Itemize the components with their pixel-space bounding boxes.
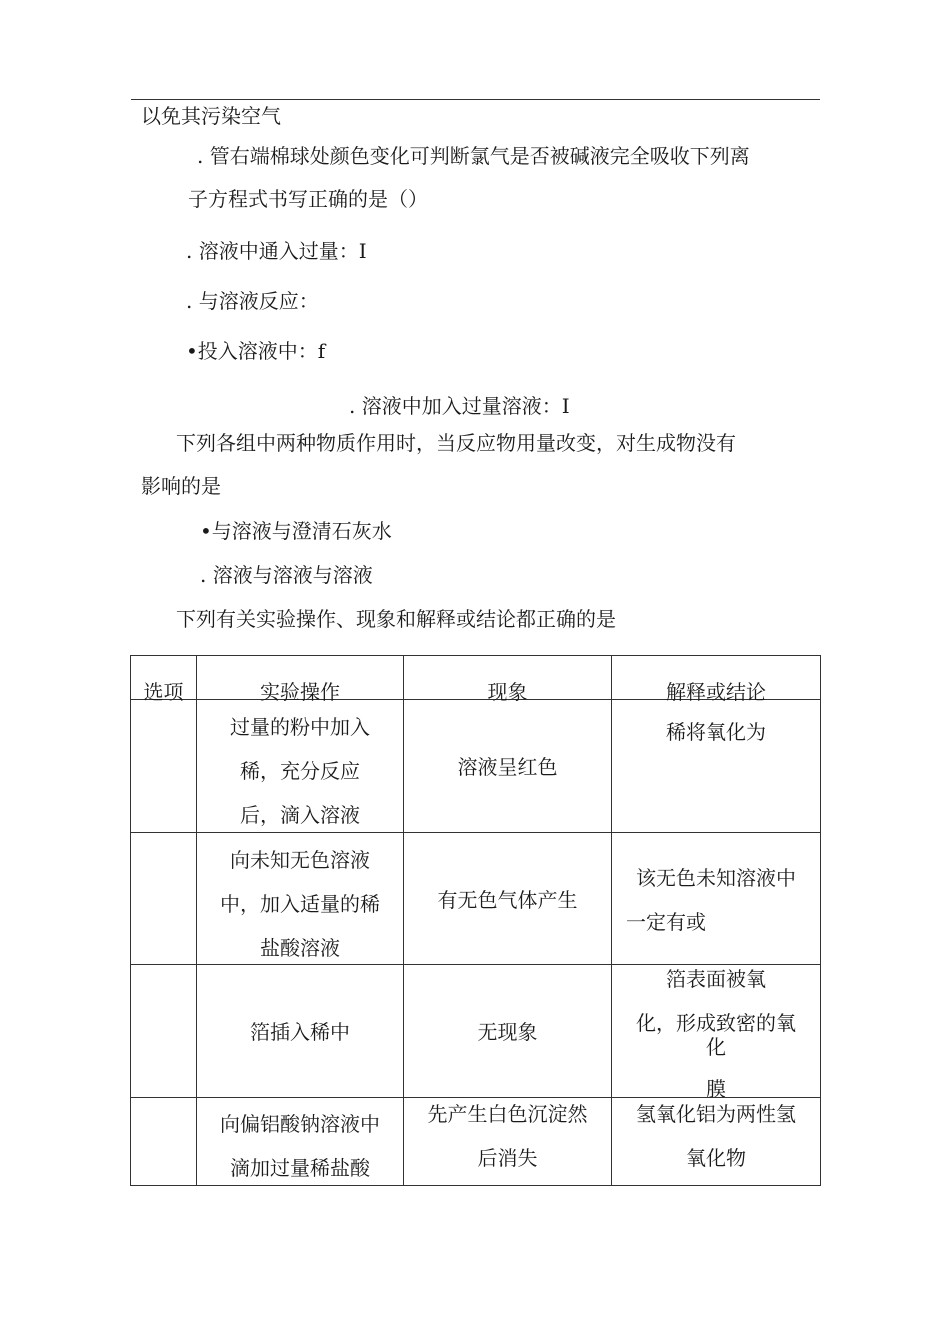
cell-phenomenon: 无现象	[404, 965, 612, 1098]
table-row	[131, 700, 821, 833]
text-line-10: •与溶液与澄清石灰水	[200, 519, 392, 543]
cell-conclusion: 箔表面被氧 化，形成致密的氧 化 膜	[612, 965, 821, 1098]
cell-operation: 向未知无色溶液 中，加入适量的稀 盐酸溶液	[197, 833, 404, 965]
text-line-11: . 溶液与溶液与溶液	[200, 563, 373, 587]
text-line-8: 下列各组中两种物质作用时，当反应物用量改变，对生成物没有	[176, 431, 736, 455]
text-line-9: 影响的是	[141, 474, 221, 498]
cell-operation: 过量的粉中加入 稀，充分反应 后，滴入溶液	[197, 700, 404, 833]
cell-phenomenon: 溶液呈红色	[404, 700, 612, 833]
cell-option	[131, 965, 197, 1098]
text-line-4: . 溶液中通入过量：I	[186, 239, 367, 263]
cell-phenomenon: 有无色气体产生	[404, 833, 612, 965]
cell-conclusion: 该无色未知溶液中 一定有或	[612, 833, 821, 965]
table-row	[131, 1098, 821, 1186]
cell-conclusion: 稀将氧化为	[612, 700, 821, 833]
text-line-2: . 管右端棉球处颜色变化可判断氯气是否被碱液完全吸收下列离	[197, 144, 750, 168]
cell-option	[131, 1098, 197, 1186]
header-conclusion: 解释或结论	[612, 656, 821, 700]
header-phenomenon: 现象	[404, 656, 612, 700]
table-row	[131, 965, 821, 1098]
text-line-1: 以免其污染空气	[141, 104, 281, 128]
cell-option	[131, 700, 197, 833]
text-line-6: •投入溶液中：f	[186, 339, 326, 363]
header-rule	[131, 99, 820, 100]
header-option: 选项	[131, 656, 197, 700]
experiment-table	[130, 655, 821, 1186]
cell-operation: 向偏铝酸钠溶液中 滴加过量稀盐酸	[197, 1098, 404, 1186]
cell-operation: 箔插入稀中	[197, 965, 404, 1098]
text-line-7: . 溶液中加入过量溶液：I	[349, 394, 570, 418]
header-operation: 实验操作	[197, 656, 404, 700]
cell-option	[131, 833, 197, 965]
table-row	[131, 833, 821, 965]
cell-phenomenon: 先产生白色沉淀然 后消失	[404, 1098, 612, 1186]
text-line-3: 子方程式书写正确的是（）	[188, 187, 428, 211]
text-line-5: . 与溶液反应：	[186, 289, 319, 313]
cell-conclusion: 氢氧化铝为两性氢 氧化物	[612, 1098, 821, 1186]
table-header-row	[131, 656, 821, 700]
text-line-12: 下列有关实验操作、现象和解释或结论都正确的是	[176, 607, 616, 631]
